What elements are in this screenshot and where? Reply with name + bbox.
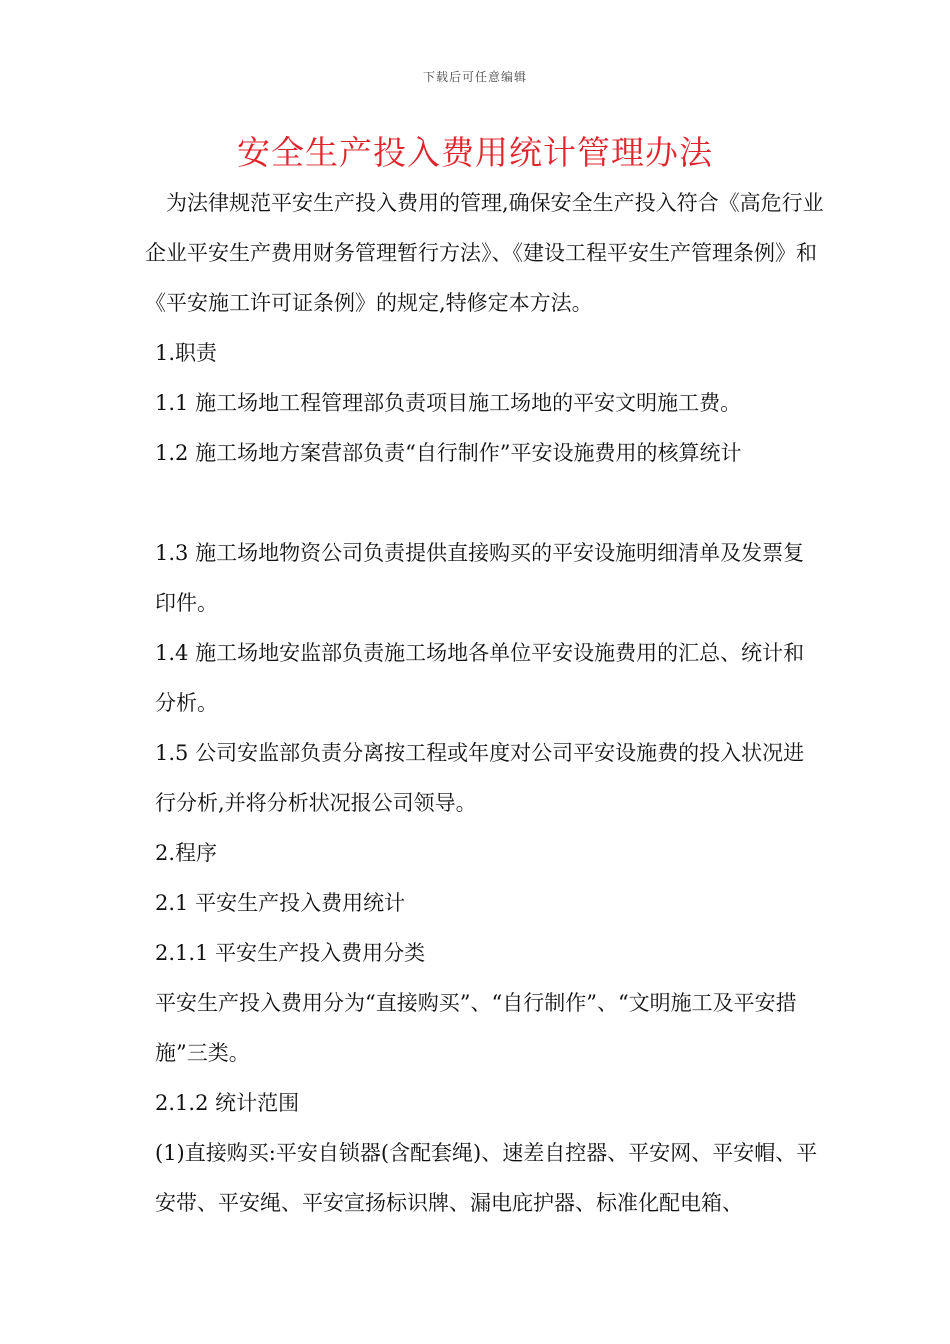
- section-1-heading: 1.职责: [155, 341, 218, 365]
- document-title: 安全生产投入费用统计管理办法: [237, 133, 713, 172]
- section-1-4: 1.4 施工场地安监部负责施工场地各单位平安设施费用的汇总、统计和分析。: [155, 641, 805, 715]
- document-body: [145, 178, 825, 1228]
- section-1-2: 1.2 施工场地方案营部负责“自行制作”平安设施费用的核算统计: [155, 441, 742, 465]
- section-1-5: 1.5 公司安监部负责分离按工程或年度对公司平安设施费的投入状况进行分析,并将分析状况报公司领导。: [155, 741, 805, 815]
- section-2-heading: 2.程序: [155, 841, 218, 865]
- section-1-3: 1.3 施工场地物资公司负责提供直接购买的平安设施明细清单及发票复印件。: [155, 541, 805, 615]
- section-2-1-1: 2.1.1 平安生产投入费用分类: [155, 941, 426, 965]
- section-2-1-2-item-1: (1)直接购买:平安自锁器(含配套绳)、速差自控器、平安网、平安帽、平安带、平安绳、平安宣扬标识牌、漏电庇护器、标准化配电箱、: [155, 1141, 818, 1215]
- header-note: 下载后可任意编辑: [422, 70, 527, 84]
- section-2-1-1-text: 平安生产投入费用分为“直接购买”、“自行制作”、“文明施工及平安措施”三类。: [155, 991, 797, 1065]
- intro-paragraph: 为法律规范平安生产投入费用的管理,确保安全生产投入符合《高危行业企业平安生产费用财务管理暂行方法》、《建设工程平安生产管理条例》和《平安施工许可证条例》的规定,特修定本方法。: [145, 191, 824, 315]
- section-2-1-2: 2.1.2 统计范围: [155, 1091, 300, 1115]
- section-1-1: 1.1 施工场地工程管理部负责项目施工场地的平安文明施工费。: [155, 391, 742, 415]
- blank-line: [145, 478, 825, 528]
- section-2-1: 2.1 平安生产投入费用统计: [155, 891, 406, 915]
